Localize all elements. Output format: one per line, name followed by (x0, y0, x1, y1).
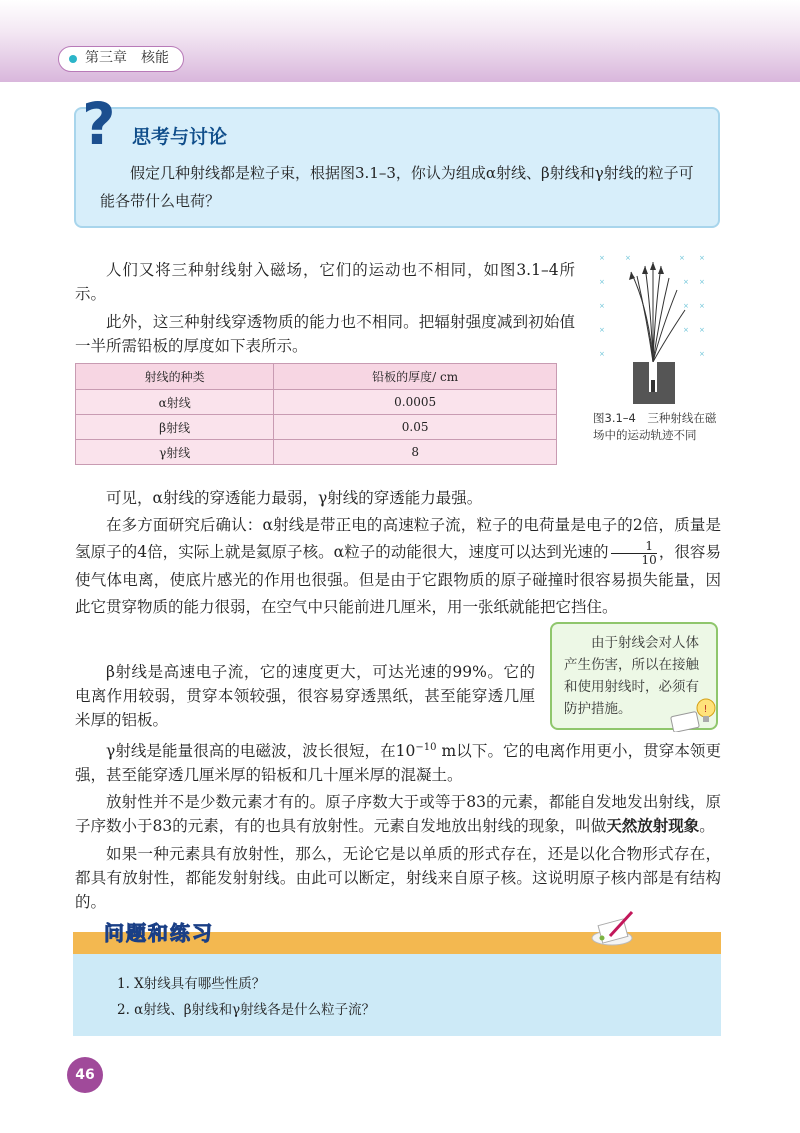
paragraph-6 (75, 736, 721, 787)
table-header-row (76, 364, 557, 390)
svg-text:×: × (599, 278, 605, 286)
exercise-item: 1. X射线具有哪些性质？ (117, 976, 266, 992)
pen-icon (590, 908, 638, 946)
paragraph-8: 如果一种元素具有放射性，那么，无论它是以单质的形式存在，还是以化合物形式存在，都具有放射性，都能发射射线。由此可以断定，射线来自原子核。这说明原子核内部是有结构的。 (75, 845, 721, 911)
svg-text:!: ! (703, 704, 708, 715)
svg-text:×: × (683, 302, 689, 310)
key-term: 天然放射现象 (606, 816, 700, 835)
svg-text:×: × (683, 278, 689, 286)
think-title: 思考与讨论 (132, 126, 228, 148)
svg-text:×: × (699, 278, 705, 286)
fraction (611, 540, 657, 567)
svg-text:×: × (679, 254, 685, 262)
paragraph-2: 此外，这三种射线穿透物质的能力也不相同。把辐射强度减到初始值一半所需铅板的厚度如下表所示。 (75, 313, 575, 355)
paragraph-1: 人们又将三种射线射入磁场，它们的运动也不相同，如图3.1–4所示。 (75, 261, 575, 303)
think-body: 假定几种射线都是粒子束，根据图3.1–3，你认为组成α射线、β射线和γ射线的粒子可能各带什么电荷？ (100, 164, 694, 210)
chapter-tab (58, 46, 184, 72)
table-cell: 0.05 (274, 415, 557, 440)
fraction-numerator: 1 (611, 540, 657, 554)
exercise-body (73, 954, 721, 1036)
exercise-title: 问题和练习 (104, 921, 214, 945)
figure-caption: 图3.1–4 三种射线在磁场中的运动轨迹不同 (593, 411, 717, 442)
paragraph-4-text-a: 在多方面研究后确认：α射线是带正电的高速粒子流，粒子的电荷量是电子的2倍，质量是氢原子的4倍，实际上就是氦原子核。α粒子的动能很大，速度可以达到光速的 (75, 516, 721, 561)
table-row (76, 390, 557, 415)
exponent: −10 (415, 742, 437, 753)
svg-text:×: × (599, 254, 605, 262)
svg-text:×: × (699, 326, 705, 334)
svg-text:×: × (683, 326, 689, 334)
table-cell: α射线 (76, 390, 274, 415)
svg-text:×: × (599, 350, 605, 358)
table-cell: 0.0005 (274, 390, 557, 415)
safety-note-box (550, 622, 718, 730)
table-cell: 8 (274, 440, 557, 465)
svg-text:×: × (699, 302, 705, 310)
magnetic-field-figure (595, 250, 707, 410)
table-cell: β射线 (76, 415, 274, 440)
page-number: 46 (67, 1057, 103, 1093)
svg-text:×: × (699, 350, 705, 358)
svg-text:×: × (599, 302, 605, 310)
lead-thickness-table (75, 363, 557, 465)
exercise-item: 2. α射线、β射线和γ射线各是什么粒子流？ (117, 1002, 376, 1018)
paragraph-6-text-b: m以下。它的电离作用更小，贯穿本领更强，甚至能穿透几厘米厚的铅板和几十厘米厚的混凝土。 (75, 742, 721, 785)
table-row (76, 440, 557, 465)
think-discuss-box (74, 90, 720, 228)
paragraph-3: 可见，α射线的穿透能力最弱，γ射线的穿透能力最强。 (106, 489, 483, 507)
svg-text:×: × (699, 254, 705, 262)
paragraph-7-text-a: 放射性并不是少数元素才有的。原子序数大于或等于83的元素，都能自发地发出射线，原子序数小于83的元素，有的也具有放射性。元素自发地放出射线的现象，叫做 (75, 793, 721, 835)
svg-text:×: × (625, 254, 631, 262)
table-header-cell: 铅板的厚度/ cm (274, 364, 557, 390)
lightbulb-icon (670, 696, 716, 732)
paragraph-5: β射线是高速电子流，它的速度更大，可达光速的99%。它的电离作用较弱，贯穿本领较强，很容易穿透黑纸，甚至能穿透几厘米厚的铝板。 (75, 663, 535, 729)
fraction-denominator: 10 (641, 552, 657, 567)
chapter-label: 第三章 核能 (85, 50, 169, 66)
table-row (76, 415, 557, 440)
table-cell: γ射线 (76, 440, 274, 465)
paragraph-7 (75, 790, 721, 838)
paragraph-7-text-b: 。 (699, 817, 715, 835)
paragraph-4-text-b: ，很容易使气体电离，使底片感光的作用也很强。但是由于它跟物质的原子碰撞时很容易损失能量，因此它贯穿物质的能力很弱，在空气中只能前进几厘米，用一张纸就能把它挡住。 (75, 543, 721, 616)
table-header-cell: 射线的种类 (76, 364, 274, 390)
question-mark-icon: ? (82, 90, 116, 158)
note-text: 由于射线会对人体产生伤害，所以在接触和使用射线时，必须有防护措施。 (564, 635, 699, 717)
paragraph-4 (75, 512, 721, 621)
svg-text:×: × (599, 326, 605, 334)
paragraph-6-text-a: γ射线是能量很高的电磁波，波长很短，在10 (106, 742, 416, 761)
bullet-icon (69, 55, 77, 63)
